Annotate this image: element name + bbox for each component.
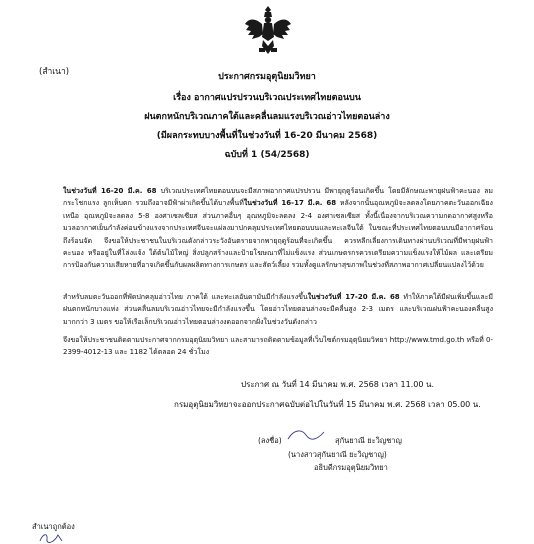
- period-highlight: ในช่วงวันที่ 16-17 มี.ค. 68: [243, 199, 337, 208]
- signatory-position: อธิบดีกรมอุตุนิยมวิทยา: [314, 463, 388, 472]
- subject-line: เรื่อง อากาศแปรปรวนบริเวณประเทศไทยตอนบน: [173, 93, 361, 103]
- signatory-name: สุกันยาณี ยะวิญชาญ: [335, 436, 402, 445]
- next-issue-notice: กรมอุตุนิยมวิทยาจะออกประกาศฉบับต่อไปในวันที่ 15 มีนาคม พ.ศ. 2568 เวลา 05.00 น.: [174, 400, 481, 409]
- paragraph-storm-warning: [63, 185, 493, 281]
- page-title: ประกาศกรมอุตุนิยมวิทยา: [218, 72, 316, 82]
- certifier-signature: [38, 532, 68, 544]
- impact-period: (มีผลกระทบบางพื้นที่ในช่วงวันที่ 16-20 มีนาคม 2568): [156, 131, 378, 141]
- period-highlight: ในช่วงวันที่ 16-20 มี.ค. 68: [63, 187, 157, 195]
- signed-label: (ลงชื่อ): [258, 436, 282, 445]
- issue-number: ฉบับที่ 1 (54/2568): [224, 150, 310, 160]
- garuda-emblem: [243, 4, 293, 56]
- paragraph-wind-wave-warning: [63, 291, 493, 329]
- certified-copy-label: สำเนาถูกต้อง: [32, 522, 75, 531]
- subject-line-2: ฝนตกหนักบริเวณภาคใต้และคลื่นลมแรงบริเวณอ่าวไทยตอนล่าง: [144, 112, 390, 122]
- paragraph-contact: จึงขอให้ประชาชนติดตามประกาศจากกรมอุตุนิยมวิทยา และสามารถติดตามข้อมูลที่เว็บไซต์กรมอุตุนิยมวิทยา http://www.tmd.go.th หรือที่ 0-2399-4012-13 และ 1182 ได้ตลอด 24 ชั่วโมง: [63, 336, 493, 357]
- announcement-date: ประกาศ ณ วันที่ 14 มีนาคม พ.ศ. 2568 เวลา 11.00 น.: [241, 380, 434, 389]
- paragraph-text: บริเวณประเทศไทยตอนบนจะมีสภาพอากาศแปรปรวน มีพายุฤดูร้อนเกิดขึ้น โดยมีลักษณะพายุฝนฟ้าคะนอง ลมกระโชกแรง ลูกเห็บตก รวมถึงอาจมีฟ้าผ่าเกิดขึ้นได้บางพื้นที่: [63, 187, 493, 208]
- paragraph-text: ทำให้ภาคใต้มีฝนเพิ่มขึ้นและมีฝนตกหนักบางแห่ง ส่วนคลื่นลมบริเวณอ่าวไทยจะมีกำลังแรงขึ้น โดยอ่าวไทยตอนล่างจะมีคลื่นสูง 2-3 เมตร และบริเวณฝนฟ้าคะนองคลื่นสูงมากกว่า 3 เมตร ขอให้เรือเล็กบริเวณอ่าวไทยตอนล่างงดออกจากฝั่งในช่วงวันดังกล่าว: [63, 293, 493, 326]
- copy-label: (สำเนา): [39, 67, 70, 77]
- paragraph-text: หลังจากนั้นอุณหภูมิจะลดลงโดยภาคตะวันออกเฉียงเหนือ อุณหภูมิจะลดลง 5-8 องศาเซลเซียส ส่วนภาคอื่นๆ อุณหภูมิจะลดลง 2-4 องศาเซลเซียส ทั้งนี้เนื่องจากบริเวณความกดอากาศสูงหรือมวลอากาศเย็นกำลังค่อนข้างแรงจากประเทศจีนจะแผ่ลงมาปกคลุมประเทศไทยตอนบนและทะเลจีนใต้ ในขณะที่ประเทศไทยตอนบนมีอากาศร้อนถึงร้อนจัด จึงขอให้ประชาชนในบริเวณดังกล่าวระวังอันตรายจากพายุฤดูร้อนที่จะเกิดขึ้น ควรหลีกเลี่ยงการเดินทางผ่านบริเวณที่มีพายุฝนฟ้าคะนอง หรืออยู่ในที่โล่งแจ้ง ใต้ต้นไม้ใหญ่ สิ่งปลูกสร้างและป้ายโฆษณาที่ไม่แข็งแรง ส่วนเกษตรกรควรเตรียมความแข็งแรงให้ไม้ผล และเตรียมการป้องกันความเสียหายที่อาจเกิดขึ้นกับผลผลิตทางการเกษตร และสัตว์เลี้ยง รวมทั้งดูแลรักษาสุขภาพในช่วงที่สภาพอากาศเปลี่ยนแปลงไว้ด้วย: [63, 199, 493, 270]
- period-highlight: ในช่วงวันที่ 17-20 มี.ค. 68: [307, 293, 400, 301]
- paragraph-text: สำหรับลมตะวันออกที่พัดปกคลุมอ่าวไทย ภาคใต้ และทะเลอันดามันมีกำลังแรงขึ้น: [63, 293, 308, 301]
- signatory-full-name: (นางสาวสุกันยาณี ยะวิญชาญ): [288, 450, 387, 459]
